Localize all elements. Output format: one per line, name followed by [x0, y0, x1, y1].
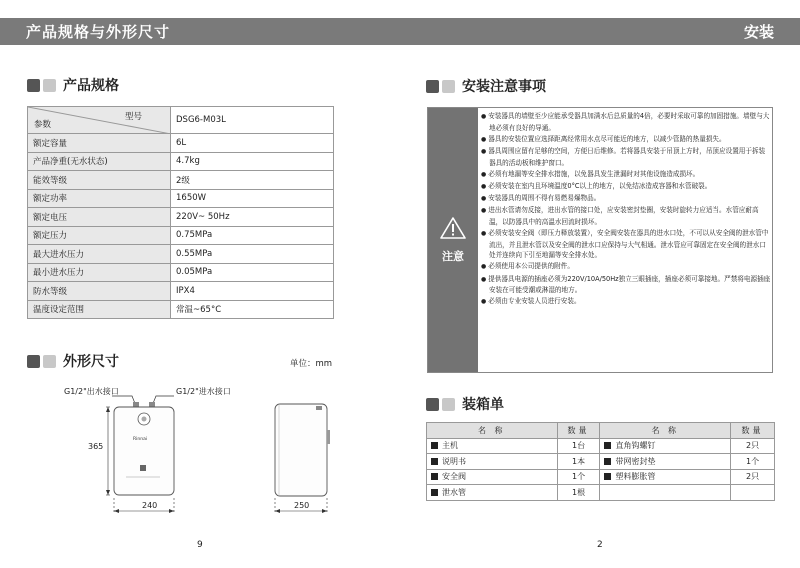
table-row: 说明书 1本 带网密封垫 1个	[427, 454, 775, 470]
table-row: 额定功率 1650W	[28, 189, 334, 208]
brand-logo-text: Rinnai	[133, 437, 148, 442]
table-row: 额定压力 0.75MPa	[28, 226, 334, 245]
table-row	[28, 107, 334, 134]
pack-section-title: 装箱单	[426, 394, 504, 414]
pack-table	[426, 422, 775, 501]
table-row: 能效等级 2级	[28, 171, 334, 190]
list-item: ● 安装器具的周围不得有易燃易爆物品。	[481, 193, 771, 205]
header-bar	[0, 18, 800, 45]
list-item: ● 必须由专业安装人员进行安装。	[481, 296, 771, 308]
model-value: DSG6-M03L	[171, 107, 334, 134]
dark-square-icon	[426, 80, 439, 93]
table-row: 防水等级 IPX4	[28, 282, 334, 301]
diagonal-header-cell	[28, 107, 171, 134]
list-item: ● 器具周围应留有足够的空间，方便日后维修。若将器具安装于吊顶上方时，吊顶应设置用于拆装器具的活动板和维护窗口。	[481, 146, 771, 168]
param-row-label: 参数	[34, 120, 52, 130]
bullet-square-icon	[431, 473, 438, 480]
bullet-square-icon	[604, 442, 611, 449]
right-page-number: 2	[597, 540, 603, 550]
table-row: 主机 1台 直角钩螺钉 2只	[427, 438, 775, 454]
spec-section-title: 产品规格	[27, 75, 119, 95]
list-item: ● 必须使用本公司提供的附件。	[481, 261, 771, 273]
list-item: ● 必须安装安全阀（即压力释放装置），安全阀安装在器具的进水口处，不可以从安全阀的泄水管中流出，并且泄水管以及安全阀的泄水口应保持与大气相通。泄水管应可靠固定在安全阀的泄水口处并连续向下引至地漏等安全排水处。	[481, 228, 771, 261]
dark-square-icon	[27, 79, 40, 92]
dimension-section-title: 外形尺寸	[27, 351, 119, 371]
dark-square-icon	[426, 398, 439, 411]
list-item: ● 器具的安装位置应选择距离经常用水点尽可能近的地方，以减少管路的热量损失。	[481, 134, 771, 146]
table-header-row: 名 称 数量 名 称 数量	[427, 423, 775, 439]
table-row: 最小进水压力 0.05MPa	[28, 263, 334, 282]
table-row: 额定电压 220V~ 50Hz	[28, 208, 334, 227]
dark-square-icon	[27, 355, 40, 368]
outlet-label: G1/2"出水接口	[64, 387, 119, 396]
warning-triangle-icon	[440, 216, 466, 240]
caution-box	[427, 107, 773, 373]
bullet-square-icon	[431, 489, 438, 496]
bullet-square-icon	[604, 458, 611, 465]
table-row: 安全阀 1个 塑料膨胀管 2只	[427, 469, 775, 485]
model-col-label: 型号	[124, 112, 142, 122]
spec-table	[27, 106, 334, 319]
depth-dimension: 250	[294, 501, 310, 510]
caution-section-title: 安装注意事项	[426, 76, 546, 96]
table-row: 产品净重(无水状态) 4.7kg	[28, 152, 334, 171]
table-row: 温度设定范围 常温~65°C	[28, 300, 334, 319]
width-dimension: 240	[142, 501, 158, 510]
dimension-drawing	[0, 380, 400, 520]
right-page-title: 安装	[743, 23, 774, 41]
height-dimension: 365	[88, 442, 104, 451]
light-square-icon	[43, 79, 56, 92]
caution-list	[481, 111, 771, 309]
table-row: 最大进水压力 0.55MPa	[28, 245, 334, 264]
list-item: ● 安装器具的墙壁至少应能承受器具加满水后总质量的4倍，必要时采取可靠的加固措施。墙壁与大地必须有良好的导通。	[481, 111, 771, 133]
list-item: ● 进出水管请勿反接，进出水管的接口处，应安装密封垫圈，安装时旋转力应适当。水管应耐高温，以防器具中的高温水回流时损坏。	[481, 205, 771, 227]
left-page-number: 9	[197, 540, 203, 550]
table-row: 额定容量 6L	[28, 134, 334, 153]
list-item: ● 提供器具电源的插座必须为220V/10A/50Hz独立三眼插座，插座必须可靠接地。严禁将电源插座安装在可能受潮或淋湿的地方。	[481, 274, 771, 296]
list-item: ● 必须安装在室内且环境温度0°C以上的地方，以免结冰造成容器和水管破裂。	[481, 181, 771, 193]
light-square-icon	[43, 355, 56, 368]
list-item: ● 必须有地漏等安全排水措施，以免器具发生泄漏时对其他设施造成损坏。	[481, 169, 771, 181]
caution-sidebar	[428, 108, 478, 372]
inlet-label: G1/2"进水接口	[176, 387, 231, 396]
bullet-square-icon	[431, 458, 438, 465]
bullet-square-icon	[431, 442, 438, 449]
light-square-icon	[442, 80, 455, 93]
caution-label: 注意	[442, 250, 464, 263]
left-page-title: 产品规格与外形尺寸	[26, 23, 171, 41]
light-square-icon	[442, 398, 455, 411]
unit-label: 单位：mm	[290, 359, 333, 369]
bullet-square-icon	[604, 473, 611, 480]
table-row: 泄水管 1根	[427, 485, 775, 501]
